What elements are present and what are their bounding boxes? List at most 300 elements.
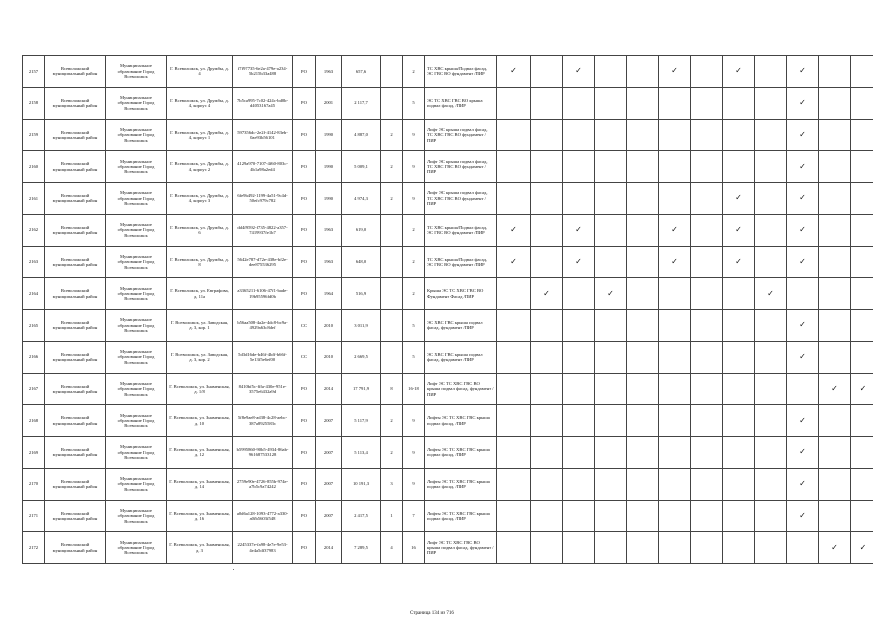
- empty-check-cell: [627, 500, 659, 532]
- empty-check-cell: [723, 151, 755, 183]
- empty-check-cell: [755, 214, 787, 246]
- row-number: 2170: [23, 468, 45, 500]
- empty-check-cell: [531, 151, 563, 183]
- empty-check-cell: [851, 119, 873, 151]
- empty-check-cell: [755, 183, 787, 215]
- municipality-cell: Муниципальное образование Город Всеволожск: [106, 246, 167, 278]
- empty-check-cell: [659, 183, 691, 215]
- build-year-cell: 2010: [316, 341, 342, 373]
- row-number: 2165: [23, 310, 45, 342]
- district-cell: Всеволожский муниципальный район: [45, 437, 106, 469]
- check-mark-icon: ✓: [595, 278, 627, 310]
- row-number: 2159: [23, 119, 45, 151]
- municipality-cell: Муниципальное образование Город Всеволожск: [106, 56, 167, 88]
- house-guid-cell: 5d3d16de-b46f-4bff-b66f-5e13f5e6ef00: [233, 341, 293, 373]
- empty-check-cell: [531, 500, 563, 532]
- check-mark-icon: ✓: [787, 341, 819, 373]
- empty-check-cell: [755, 341, 787, 373]
- address-cell: Г. Всеволожск, ул. Дружбы, д. 4, корпус 4: [167, 87, 233, 119]
- check-mark-icon: ✓: [497, 246, 531, 278]
- empty-check-cell: [851, 246, 873, 278]
- empty-check-cell: [627, 468, 659, 500]
- municipality-cell: Муниципальное образование Город Всеволожск: [106, 468, 167, 500]
- table-row: [23, 373, 873, 405]
- entrances-cell: [381, 310, 403, 342]
- empty-check-cell: [563, 468, 595, 500]
- empty-check-cell: [497, 437, 531, 469]
- table-row: [23, 405, 873, 437]
- management-type-cell: РО: [293, 151, 316, 183]
- check-mark-icon: ✓: [723, 56, 755, 88]
- empty-check-cell: [595, 214, 627, 246]
- build-year-cell: 1990: [316, 151, 342, 183]
- empty-check-cell: [659, 151, 691, 183]
- address-cell: Г. Всеволожск, ул. Знаменская, д. 12: [167, 437, 233, 469]
- empty-check-cell: [819, 278, 851, 310]
- house-guid-cell: a3365211-6106-47f1-bade-19b95596fd0b: [233, 278, 293, 310]
- address-cell: Г. Всеволожск, ул. Дружбы, д. 4, корпус 3: [167, 183, 233, 215]
- total-area-cell: 4 974,3: [342, 183, 381, 215]
- empty-check-cell: [531, 532, 563, 564]
- empty-check-cell: [659, 532, 691, 564]
- empty-check-cell: [531, 246, 563, 278]
- total-area-cell: 516,9: [342, 278, 381, 310]
- table-row: [23, 56, 873, 88]
- empty-check-cell: [851, 183, 873, 215]
- entrances-cell: 2: [381, 405, 403, 437]
- floors-cell: 9: [403, 151, 425, 183]
- empty-check-cell: [691, 119, 723, 151]
- empty-check-cell: [497, 87, 531, 119]
- empty-check-cell: [595, 87, 627, 119]
- table-row: [23, 278, 873, 310]
- build-year-cell: 2001: [316, 87, 342, 119]
- empty-check-cell: [563, 532, 595, 564]
- empty-check-cell: [851, 437, 873, 469]
- check-mark-icon: ✓: [723, 183, 755, 215]
- total-area-cell: 648,0: [342, 246, 381, 278]
- check-mark-icon: ✓: [819, 532, 851, 564]
- empty-check-cell: [691, 56, 723, 88]
- empty-check-cell: [851, 310, 873, 342]
- empty-check-cell: [755, 437, 787, 469]
- empty-check-cell: [819, 341, 851, 373]
- empty-check-cell: [851, 87, 873, 119]
- scan-speck: [233, 569, 234, 570]
- empty-check-cell: [563, 437, 595, 469]
- district-cell: Всеволожский муниципальный район: [45, 119, 106, 151]
- empty-check-cell: [595, 373, 627, 405]
- district-cell: Всеволожский муниципальный район: [45, 183, 106, 215]
- entrances-cell: 2: [381, 151, 403, 183]
- empty-check-cell: [497, 151, 531, 183]
- empty-check-cell: [723, 278, 755, 310]
- empty-check-cell: [595, 468, 627, 500]
- empty-check-cell: [627, 278, 659, 310]
- municipality-cell: Муниципальное образование Город Всеволожск: [106, 310, 167, 342]
- empty-check-cell: [595, 183, 627, 215]
- check-mark-icon: ✓: [787, 56, 819, 88]
- empty-check-cell: [595, 310, 627, 342]
- empty-check-cell: [819, 151, 851, 183]
- table-row: [23, 246, 873, 278]
- works-list-cell: Лифты ЭС ТС ХВС ГВС крыша подвал фасад, /ПИР: [425, 405, 497, 437]
- row-number: 2157: [23, 56, 45, 88]
- table-row: [23, 437, 873, 469]
- management-type-cell: РО: [293, 119, 316, 151]
- address-cell: Г. Всеволожск, ул. Знаменская, д. 10: [167, 405, 233, 437]
- municipality-cell: Муниципальное образование Город Всеволожск: [106, 278, 167, 310]
- build-year-cell: 2014: [316, 532, 342, 564]
- check-mark-icon: ✓: [563, 214, 595, 246]
- check-mark-icon: ✓: [563, 246, 595, 278]
- empty-check-cell: [627, 119, 659, 151]
- floors-cell: 9: [403, 468, 425, 500]
- empty-check-cell: [497, 183, 531, 215]
- empty-check-cell: [723, 310, 755, 342]
- floors-cell: 9: [403, 119, 425, 151]
- empty-check-cell: [659, 437, 691, 469]
- row-number: 2168: [23, 405, 45, 437]
- floors-cell: 5: [403, 87, 425, 119]
- house-guid-cell: 597356dc-2e2f-4142-83eb-0ae93b56101: [233, 119, 293, 151]
- empty-check-cell: [723, 500, 755, 532]
- entrances-cell: [381, 341, 403, 373]
- build-year-cell: 2014: [316, 373, 342, 405]
- build-year-cell: 2007: [316, 437, 342, 469]
- table-row: [23, 532, 873, 564]
- empty-check-cell: [851, 341, 873, 373]
- total-area-cell: 657,6: [342, 56, 381, 88]
- empty-check-cell: [595, 405, 627, 437]
- district-cell: Всеволожский муниципальный район: [45, 468, 106, 500]
- works-list-cell: ТС ХВС крыша/Подвал фасад, ЭС ГВС ВО фундамент /ПИР: [425, 246, 497, 278]
- district-cell: Всеволожский муниципальный район: [45, 532, 106, 564]
- municipality-cell: Муниципальное образование Город Всеволожск: [106, 373, 167, 405]
- empty-check-cell: [691, 437, 723, 469]
- works-list-cell: ТС ХВС крыша/Подвал фасад, ЭС ГВС ВО фундамент /ПИР: [425, 214, 497, 246]
- works-list-cell: Лифт ЭС крыша подвал фасад, ТС ХВС ГВС ВО фундамент /ПИР: [425, 151, 497, 183]
- works-list-cell: ЭС ХВС ГВС крыша подвал фасад, фундамент /ПИР: [425, 341, 497, 373]
- empty-check-cell: [531, 87, 563, 119]
- empty-check-cell: [851, 405, 873, 437]
- empty-check-cell: [691, 310, 723, 342]
- address-cell: Г. Всеволожск, ул. Евграфова, д. 11а: [167, 278, 233, 310]
- empty-check-cell: [851, 214, 873, 246]
- empty-check-cell: [755, 246, 787, 278]
- table-row: [23, 341, 873, 373]
- total-area-cell: 17 791,9: [342, 373, 381, 405]
- empty-check-cell: [659, 468, 691, 500]
- empty-check-cell: [497, 500, 531, 532]
- total-area-cell: 3 011,9: [342, 310, 381, 342]
- empty-check-cell: [497, 532, 531, 564]
- empty-check-cell: [723, 532, 755, 564]
- floors-cell: 16: [403, 532, 425, 564]
- works-list-cell: ЭС ТС ХВС ГВС ВО крыша подвал фасад, /ПИР: [425, 87, 497, 119]
- empty-check-cell: [691, 183, 723, 215]
- empty-check-cell: [723, 468, 755, 500]
- empty-check-cell: [819, 183, 851, 215]
- check-mark-icon: ✓: [787, 119, 819, 151]
- empty-check-cell: [691, 405, 723, 437]
- empty-check-cell: [659, 341, 691, 373]
- management-type-cell: РО: [293, 56, 316, 88]
- table-row: [23, 87, 873, 119]
- empty-check-cell: [627, 151, 659, 183]
- empty-check-cell: [851, 278, 873, 310]
- check-mark-icon: ✓: [851, 532, 873, 564]
- empty-check-cell: [595, 532, 627, 564]
- check-mark-icon: ✓: [659, 246, 691, 278]
- check-mark-icon: ✓: [497, 214, 531, 246]
- management-type-cell: РО: [293, 183, 316, 215]
- floors-cell: 2: [403, 278, 425, 310]
- municipality-cell: Муниципальное образование Город Всеволожск: [106, 119, 167, 151]
- municipality-cell: Муниципальное образование Город Всеволожск: [106, 87, 167, 119]
- entrances-cell: 1: [381, 500, 403, 532]
- empty-check-cell: [563, 151, 595, 183]
- entrances-cell: 2: [381, 119, 403, 151]
- row-number: 2163: [23, 246, 45, 278]
- empty-check-cell: [819, 468, 851, 500]
- check-mark-icon: ✓: [497, 56, 531, 88]
- empty-check-cell: [755, 119, 787, 151]
- floors-cell: 2: [403, 56, 425, 88]
- works-list-cell: Лифт ЭС ТС ХВС ГВС ВО крыша подвал фасад, фундамент /ПИР: [425, 532, 497, 564]
- check-mark-icon: ✓: [787, 310, 819, 342]
- empty-check-cell: [659, 87, 691, 119]
- empty-check-cell: [563, 405, 595, 437]
- empty-check-cell: [819, 310, 851, 342]
- empty-check-cell: [531, 119, 563, 151]
- house-guid-cell: 8410bf5c-fffa-430e-951e-3575e6432a9d: [233, 373, 293, 405]
- row-number: 2161: [23, 183, 45, 215]
- house-guid-cell: 6fe9b492-1199-4a51-9c4d-50efc979c782: [233, 183, 293, 215]
- house-guid-cell: dd4f9592-f735-4822-a357-7419937fe1b7: [233, 214, 293, 246]
- house-guid-cell: b56aa508-4a2e-4dc8-bc9a-4929a63c8def: [233, 310, 293, 342]
- empty-check-cell: [755, 405, 787, 437]
- entrances-cell: 2: [381, 183, 403, 215]
- works-list-cell: Лифты ЭС ТС ХВС ГВС крыша подвал фасад, /ПИР: [425, 468, 497, 500]
- total-area-cell: 2 669,5: [342, 341, 381, 373]
- works-list-cell: Лифты ЭС ТС ХВС ГВС крыша подвал фасад, /ПИР: [425, 437, 497, 469]
- works-list-cell: Лифты ЭС ТС ХВС ГВС крыша подвал фасад, /ПИР: [425, 500, 497, 532]
- municipality-cell: Муниципальное образование Город Всеволожск: [106, 532, 167, 564]
- empty-check-cell: [755, 373, 787, 405]
- empty-check-cell: [595, 246, 627, 278]
- empty-check-cell: [563, 87, 595, 119]
- check-mark-icon: ✓: [787, 468, 819, 500]
- empty-check-cell: [851, 468, 873, 500]
- works-list-cell: Крыша ЭС ТС ХВС ГВС ВО Фундамент Фасад /ПИР: [425, 278, 497, 310]
- empty-check-cell: [819, 214, 851, 246]
- empty-check-cell: [627, 405, 659, 437]
- check-mark-icon: ✓: [659, 214, 691, 246]
- check-mark-icon: ✓: [723, 246, 755, 278]
- management-type-cell: СС: [293, 341, 316, 373]
- check-mark-icon: ✓: [787, 183, 819, 215]
- empty-check-cell: [497, 405, 531, 437]
- empty-check-cell: [595, 437, 627, 469]
- empty-check-cell: [497, 373, 531, 405]
- management-type-cell: РО: [293, 373, 316, 405]
- house-guid-cell: 4129a970-7107-4f60-803c-4b1a98a2ed4: [233, 151, 293, 183]
- table-row: [23, 468, 873, 500]
- municipality-cell: Муниципальное образование Город Всеволожск: [106, 151, 167, 183]
- build-year-cell: 1990: [316, 183, 342, 215]
- management-type-cell: РО: [293, 405, 316, 437]
- floors-cell: 9: [403, 437, 425, 469]
- management-type-cell: РО: [293, 278, 316, 310]
- empty-check-cell: [659, 500, 691, 532]
- district-cell: Всеволожский муниципальный район: [45, 341, 106, 373]
- empty-check-cell: [691, 341, 723, 373]
- empty-check-cell: [691, 214, 723, 246]
- check-mark-icon: ✓: [787, 437, 819, 469]
- district-cell: Всеволожский муниципальный район: [45, 500, 106, 532]
- district-cell: Всеволожский муниципальный район: [45, 151, 106, 183]
- entrances-cell: [381, 246, 403, 278]
- build-year-cell: 1963: [316, 56, 342, 88]
- floors-cell: 7: [403, 500, 425, 532]
- floors-cell: 9: [403, 183, 425, 215]
- empty-check-cell: [563, 119, 595, 151]
- empty-check-cell: [497, 310, 531, 342]
- entrances-cell: [381, 214, 403, 246]
- empty-check-cell: [691, 151, 723, 183]
- empty-check-cell: [563, 373, 595, 405]
- empty-check-cell: [627, 532, 659, 564]
- empty-check-cell: [563, 500, 595, 532]
- empty-check-cell: [659, 405, 691, 437]
- management-type-cell: РО: [293, 468, 316, 500]
- management-type-cell: РО: [293, 246, 316, 278]
- entrances-cell: 3: [381, 468, 403, 500]
- floors-cell: 5: [403, 310, 425, 342]
- district-cell: Всеволожский муниципальный район: [45, 310, 106, 342]
- check-mark-icon: ✓: [787, 246, 819, 278]
- build-year-cell: 2007: [316, 500, 342, 532]
- empty-check-cell: [531, 437, 563, 469]
- empty-check-cell: [723, 87, 755, 119]
- empty-check-cell: [755, 56, 787, 88]
- works-list-cell: Лифт ЭС ТС ХВС ГВС ВО крыша подвал фасад, фундамент /ПИР: [425, 373, 497, 405]
- municipality-cell: Муниципальное образование Город Всеволожск: [106, 437, 167, 469]
- empty-check-cell: [787, 373, 819, 405]
- table-row: [23, 500, 873, 532]
- empty-check-cell: [497, 119, 531, 151]
- empty-check-cell: [531, 341, 563, 373]
- works-list-cell: ТС ХВС крыша/Подвал фасад, ЭС ГВС ВО фундамент /ПИР: [425, 56, 497, 88]
- house-guid-cell: 5f8e9ae8-ad38-4c28-aebc-387a8925583c: [233, 405, 293, 437]
- empty-check-cell: [787, 278, 819, 310]
- empty-check-cell: [691, 246, 723, 278]
- house-guid-cell: a0d6a128-1093-4772-a330-a0fb5603f548: [233, 500, 293, 532]
- total-area-cell: 619,0: [342, 214, 381, 246]
- table-row: [23, 119, 873, 151]
- empty-check-cell: [497, 278, 531, 310]
- empty-check-cell: [497, 341, 531, 373]
- table-body: [23, 56, 873, 564]
- works-list-cell: Лифт ЭС крыша подвал фасад, ТС ХВС ГВС ВО фундамент /ПИР: [425, 183, 497, 215]
- district-cell: Всеволожский муниципальный район: [45, 214, 106, 246]
- empty-check-cell: [627, 87, 659, 119]
- empty-check-cell: [819, 119, 851, 151]
- check-mark-icon: ✓: [787, 87, 819, 119]
- empty-check-cell: [563, 341, 595, 373]
- entrances-cell: 4: [381, 532, 403, 564]
- empty-check-cell: [531, 183, 563, 215]
- empty-check-cell: [595, 341, 627, 373]
- build-year-cell: 1964: [316, 278, 342, 310]
- empty-check-cell: [627, 246, 659, 278]
- empty-check-cell: [627, 183, 659, 215]
- empty-check-cell: [497, 468, 531, 500]
- management-type-cell: РО: [293, 437, 316, 469]
- floors-cell: 9: [403, 405, 425, 437]
- municipality-cell: Муниципальное образование Город Всеволожск: [106, 500, 167, 532]
- empty-check-cell: [723, 341, 755, 373]
- total-area-cell: 2 417,5: [342, 500, 381, 532]
- house-guid-cell: b5995860-90b5-4934-86ab-961687533128: [233, 437, 293, 469]
- empty-check-cell: [659, 310, 691, 342]
- district-cell: Всеволожский муниципальный район: [45, 56, 106, 88]
- total-area-cell: 4 887,0: [342, 119, 381, 151]
- check-mark-icon: ✓: [787, 214, 819, 246]
- check-mark-icon: ✓: [755, 278, 787, 310]
- empty-check-cell: [723, 437, 755, 469]
- empty-check-cell: [659, 119, 691, 151]
- empty-check-cell: [851, 500, 873, 532]
- check-mark-icon: ✓: [723, 214, 755, 246]
- empty-check-cell: [531, 310, 563, 342]
- check-mark-icon: ✓: [851, 373, 873, 405]
- empty-check-cell: [755, 151, 787, 183]
- address-cell: Г. Всеволожск, ул. Знаменская, д. 16: [167, 500, 233, 532]
- entrances-cell: [381, 87, 403, 119]
- empty-check-cell: [691, 500, 723, 532]
- empty-check-cell: [723, 119, 755, 151]
- empty-check-cell: [531, 214, 563, 246]
- municipality-cell: Муниципальное образование Город Всеволожск: [106, 183, 167, 215]
- empty-check-cell: [627, 373, 659, 405]
- build-year-cell: 2007: [316, 468, 342, 500]
- empty-check-cell: [819, 405, 851, 437]
- floors-cell: 5: [403, 341, 425, 373]
- municipality-cell: Муниципальное образование Город Всеволожск: [106, 341, 167, 373]
- empty-check-cell: [755, 310, 787, 342]
- empty-check-cell: [659, 278, 691, 310]
- row-number: 2164: [23, 278, 45, 310]
- build-year-cell: 1963: [316, 246, 342, 278]
- empty-check-cell: [563, 183, 595, 215]
- address-cell: Г. Всеволожск, ул. Дружбы, д. 4: [167, 56, 233, 88]
- empty-check-cell: [627, 437, 659, 469]
- district-cell: Всеволожский муниципальный район: [45, 278, 106, 310]
- management-type-cell: СС: [293, 310, 316, 342]
- entrances-cell: [381, 278, 403, 310]
- empty-check-cell: [691, 278, 723, 310]
- empty-check-cell: [787, 532, 819, 564]
- municipality-cell: Муниципальное образование Город Всеволожск: [106, 405, 167, 437]
- row-number: 2171: [23, 500, 45, 532]
- house-guid-cell: 7b5ca995-7c02-424c-bd0b-d4053167a45: [233, 87, 293, 119]
- check-mark-icon: ✓: [819, 373, 851, 405]
- total-area-cell: 10 191,3: [342, 468, 381, 500]
- municipality-cell: Муниципальное образование Город Всеволожск: [106, 214, 167, 246]
- address-cell: Г. Всеволожск, ул. Дружбы, д. 4, корпус 1: [167, 119, 233, 151]
